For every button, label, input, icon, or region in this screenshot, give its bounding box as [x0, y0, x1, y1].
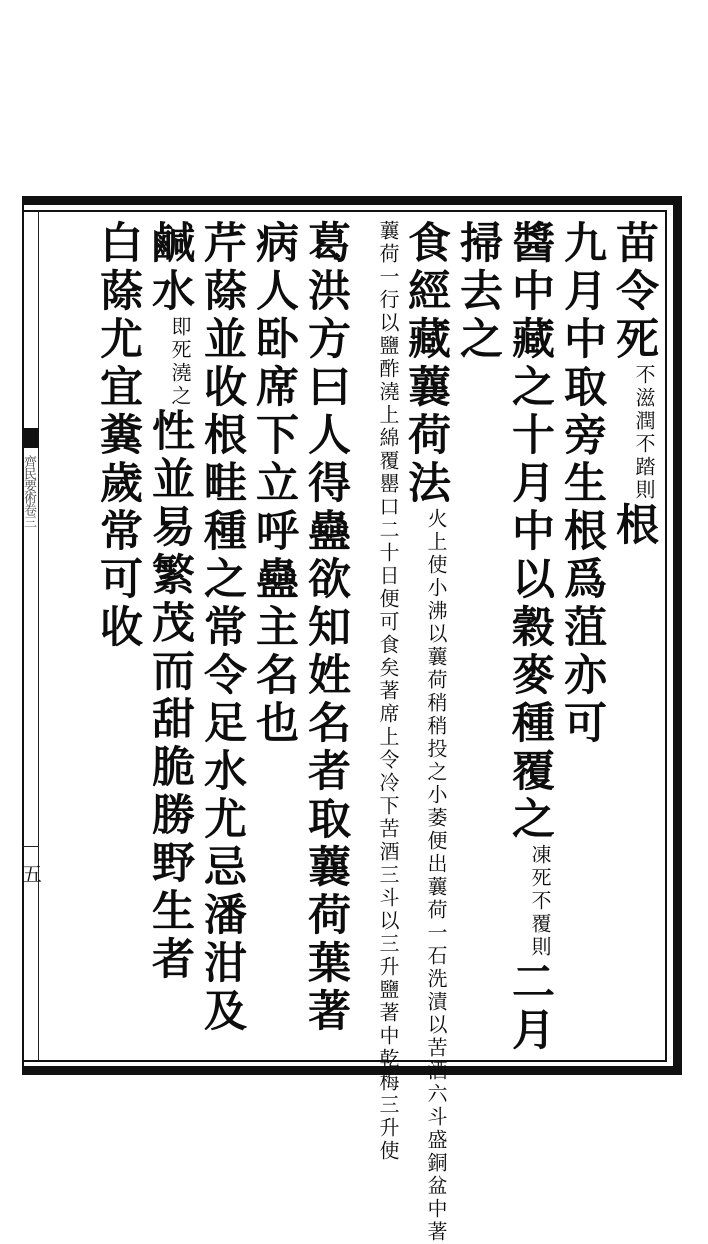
note-line: 蘘荷一行以鹽酢澆上綿覆罌口二十日便可食矣 [376, 220, 400, 680]
main-text: 根 [609, 502, 659, 550]
main-text: 二月 [505, 959, 555, 1055]
interlinear-note [377, 220, 399, 1163]
frame-border-top [22, 196, 682, 205]
main-text: 鹹水 [145, 220, 195, 316]
text-column [505, 220, 555, 1055]
note-line: 火上使小沸以蘘荷稍稍投之小萎便出 [424, 508, 448, 876]
text-column [93, 220, 143, 652]
note-line: 蘘荷一石洗漬以苦酒六斗盛銅盆中著 [424, 876, 448, 1244]
interlinear-note [169, 316, 191, 408]
text-column [453, 220, 503, 364]
note-line: 不滋潤 [632, 364, 656, 433]
page-number: 五 [22, 862, 42, 886]
main-text: 掃去之 [453, 220, 503, 364]
main-text: 性並易繁茂而甜脆勝野生者 [145, 408, 195, 984]
text-column [557, 220, 607, 748]
centerfold-title: 齊民要術卷三 [21, 455, 36, 527]
interlinear-note [633, 364, 655, 502]
frame-inner-rule-bottom [22, 1060, 667, 1062]
centerfold-tick [22, 846, 38, 847]
note-line: 著席上令冷下苦酒三斗以三升鹽著中乾梅三升使 [376, 680, 400, 1163]
note-line: 不踏則 [632, 433, 656, 502]
main-text: 病人卧席下立呼蠱主名也 [249, 220, 299, 748]
interlinear-note [425, 508, 447, 1244]
fishtail-mark [22, 428, 39, 448]
main-text: 芹蒢並收根畦種之常令足水尤忌潘泔及 [197, 220, 247, 1036]
text-column [197, 220, 247, 1036]
frame-border-right [673, 196, 682, 1075]
frame-inner-rule-top [22, 210, 667, 212]
text-column [401, 220, 451, 1244]
text-column [249, 220, 299, 748]
note-line: 凍死 [528, 844, 552, 890]
note-line: 不覆則 [528, 890, 552, 959]
main-text: 九月中取旁生根爲菹亦可 [557, 220, 607, 748]
text-column [145, 220, 195, 984]
main-text: 葛洪方曰人得蠱欲知姓名者取蘘荷葉著 [301, 220, 351, 1036]
main-text: 醬中藏之十月中以穀麥種覆之 [505, 220, 555, 844]
frame-border-bottom [22, 1066, 682, 1075]
text-column [609, 220, 659, 550]
centerfold-rule [38, 210, 39, 1060]
main-text: 白蒢尤宜糞歲常可收 [93, 220, 143, 652]
text-body [52, 220, 662, 1244]
note-line: 澆之 [168, 362, 192, 408]
main-text: 食經藏蘘荷法 [401, 220, 451, 508]
note-line: 即死 [168, 316, 192, 362]
text-column [356, 220, 399, 1163]
interlinear-note [529, 844, 551, 959]
text-column [301, 220, 351, 1036]
frame-inner-rule-right [665, 210, 667, 1062]
main-text: 苗令死 [609, 220, 659, 364]
